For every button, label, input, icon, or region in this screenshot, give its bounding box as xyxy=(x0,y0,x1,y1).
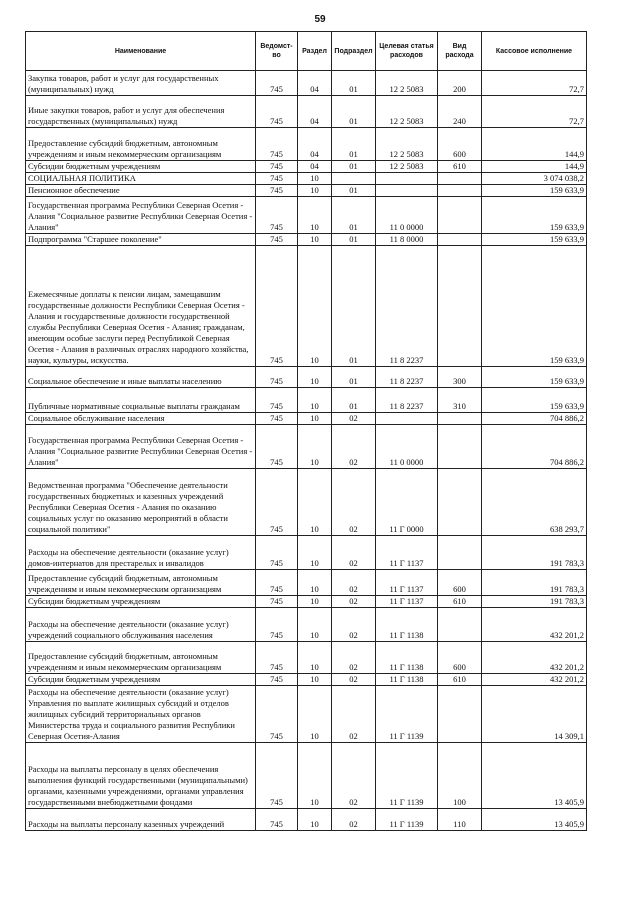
row-razdel: 10 xyxy=(298,234,332,246)
table-row xyxy=(26,161,587,173)
row-name: Закупка товаров, работ и услуг для государственных (муниципальных) нужд xyxy=(26,71,256,96)
budget-table xyxy=(25,31,587,831)
row-vid: 300 xyxy=(438,367,482,388)
row-name: Расходы на выплаты персоналу в целях обеспечения выполнения функций государственными (муниципальными) органами, казенными учреждениями, органами управления государственными внебюджетными фондами xyxy=(26,743,256,809)
row-razdel: 10 xyxy=(298,809,332,831)
row-amount: 159 633,9 xyxy=(482,197,587,234)
table-row xyxy=(26,128,587,161)
row-target: 11 0 0000 xyxy=(376,197,438,234)
row-target: 11 Г 0000 xyxy=(376,469,438,536)
row-name: Расходы на обеспечение деятельности (оказание услуг) домов-интернатов для престарелых и инвалидов xyxy=(26,536,256,570)
row-podrazdel: 01 xyxy=(332,388,376,413)
row-podrazdel: 01 xyxy=(332,96,376,128)
row-podrazdel: 01 xyxy=(332,71,376,96)
col-header-podrazdel: Подраздел xyxy=(332,32,376,71)
row-vedomstvo: 745 xyxy=(256,536,298,570)
table-row xyxy=(26,234,587,246)
row-vedomstvo: 745 xyxy=(256,96,298,128)
row-vid xyxy=(438,608,482,642)
row-razdel: 10 xyxy=(298,570,332,596)
row-razdel: 10 xyxy=(298,674,332,686)
table-row xyxy=(26,413,587,425)
row-amount: 13 405,9 xyxy=(482,809,587,831)
row-name: Государственная программа Республики Северная Осетия - Алания "Социальное развитие Республики Северная Осетия - Алания" xyxy=(26,197,256,234)
row-razdel: 10 xyxy=(298,743,332,809)
row-amount: 159 633,9 xyxy=(482,185,587,197)
row-amount: 144,9 xyxy=(482,161,587,173)
row-vedomstvo: 745 xyxy=(256,388,298,413)
row-amount: 159 633,9 xyxy=(482,388,587,413)
row-vid: 600 xyxy=(438,128,482,161)
row-name: Государственная программа Республики Северная Осетия - Алания "Социальное развитие Республики Северная Осетия - Алания" xyxy=(26,425,256,469)
row-amount: 432 201,2 xyxy=(482,608,587,642)
row-target: 11 8 2237 xyxy=(376,388,438,413)
row-razdel: 10 xyxy=(298,388,332,413)
row-podrazdel: 01 xyxy=(332,367,376,388)
table-body xyxy=(26,71,587,831)
table-row xyxy=(26,185,587,197)
row-vedomstvo: 745 xyxy=(256,185,298,197)
row-target: 11 Г 1138 xyxy=(376,642,438,674)
row-podrazdel: 01 xyxy=(332,246,376,367)
row-vid: 610 xyxy=(438,674,482,686)
row-vid xyxy=(438,425,482,469)
row-target: 12 2 5083 xyxy=(376,128,438,161)
table-row xyxy=(26,608,587,642)
row-target: 11 Г 1137 xyxy=(376,570,438,596)
row-name: Подпрограмма "Старшее поколение" xyxy=(26,234,256,246)
row-target xyxy=(376,185,438,197)
row-podrazdel: 02 xyxy=(332,413,376,425)
col-header-target: Целевая статья расходов xyxy=(376,32,438,71)
table-row xyxy=(26,809,587,831)
row-podrazdel: 01 xyxy=(332,197,376,234)
row-vedomstvo: 745 xyxy=(256,570,298,596)
row-name: Субсидии бюджетным учреждениям xyxy=(26,674,256,686)
row-razdel: 10 xyxy=(298,608,332,642)
table-row xyxy=(26,425,587,469)
row-amount: 159 633,9 xyxy=(482,367,587,388)
row-vedomstvo: 745 xyxy=(256,161,298,173)
row-vid xyxy=(438,246,482,367)
row-vedomstvo: 745 xyxy=(256,674,298,686)
row-vedomstvo: 745 xyxy=(256,809,298,831)
row-target xyxy=(376,413,438,425)
row-target: 11 Г 1138 xyxy=(376,608,438,642)
row-razdel: 04 xyxy=(298,71,332,96)
row-podrazdel: 02 xyxy=(332,686,376,743)
row-amount: 72,7 xyxy=(482,71,587,96)
row-name: Ведомственная программа "Обеспечение деятельности государственных бюджетных и казенных учреждений Республики Северная Осетия - Алания по оказанию социальных услуг по оказанию мероприятий в области социальной политики" xyxy=(26,469,256,536)
row-vedomstvo: 745 xyxy=(256,413,298,425)
row-name: Иные закупки товаров, работ и услуг для обеспечения государственных (муниципальных) нужд xyxy=(26,96,256,128)
row-vid: 100 xyxy=(438,743,482,809)
row-amount: 159 633,9 xyxy=(482,234,587,246)
row-name: Пенсионное обеспечение xyxy=(26,185,256,197)
row-vedomstvo: 745 xyxy=(256,197,298,234)
row-vedomstvo: 745 xyxy=(256,642,298,674)
row-razdel: 04 xyxy=(298,128,332,161)
row-razdel: 10 xyxy=(298,469,332,536)
row-vid xyxy=(438,185,482,197)
row-vedomstvo: 745 xyxy=(256,469,298,536)
row-target: 11 Г 1137 xyxy=(376,536,438,570)
row-name: Субсидии бюджетным учреждениям xyxy=(26,596,256,608)
row-amount: 3 074 038,2 xyxy=(482,173,587,185)
row-razdel: 10 xyxy=(298,413,332,425)
table-row xyxy=(26,388,587,413)
row-amount: 432 201,2 xyxy=(482,674,587,686)
row-amount: 432 201,2 xyxy=(482,642,587,674)
row-vid: 200 xyxy=(438,71,482,96)
row-podrazdel: 02 xyxy=(332,642,376,674)
row-amount: 191 783,3 xyxy=(482,596,587,608)
col-header-kassa: Кассовое исполнение xyxy=(482,32,587,71)
row-razdel: 10 xyxy=(298,642,332,674)
row-podrazdel: 01 xyxy=(332,185,376,197)
table-header-row xyxy=(26,32,587,71)
row-vedomstvo: 745 xyxy=(256,71,298,96)
row-razdel: 10 xyxy=(298,185,332,197)
row-podrazdel: 02 xyxy=(332,536,376,570)
row-podrazdel: 02 xyxy=(332,809,376,831)
row-vid xyxy=(438,686,482,743)
row-vid: 310 xyxy=(438,388,482,413)
table-row xyxy=(26,96,587,128)
row-vedomstvo: 745 xyxy=(256,608,298,642)
row-name: Ежемесячные доплаты к пенсии лицам, замещавшим государственные должности Республики Северная Осетия - Алания и государственные должности государственной службы Республики Северная Осетия - Алания; гражданам, имеющим особые заслуги перед Республикой Северная Осетия - Алания в различных отраслях народного хозяйства, науки, культуры, искусства. xyxy=(26,246,256,367)
row-target xyxy=(376,173,438,185)
row-amount: 704 886,2 xyxy=(482,425,587,469)
row-target: 12 2 5083 xyxy=(376,96,438,128)
col-header-razdel: Раздел xyxy=(298,32,332,71)
row-vid xyxy=(438,413,482,425)
row-target: 11 0 0000 xyxy=(376,425,438,469)
col-header-name: Наименование xyxy=(26,32,256,71)
table-row xyxy=(26,642,587,674)
row-amount: 191 783,3 xyxy=(482,536,587,570)
row-name: Расходы на выплаты персоналу казенных учреждений xyxy=(26,809,256,831)
row-vid: 600 xyxy=(438,570,482,596)
row-podrazdel: 02 xyxy=(332,743,376,809)
row-vedomstvo: 745 xyxy=(256,367,298,388)
table-row xyxy=(26,173,587,185)
row-target: 11 Г 1138 xyxy=(376,674,438,686)
table-row xyxy=(26,469,587,536)
row-podrazdel: 02 xyxy=(332,425,376,469)
row-name: Расходы на обеспечение деятельности (оказание услуг) учреждений социального обслуживания населения xyxy=(26,608,256,642)
row-podrazdel: 02 xyxy=(332,608,376,642)
row-amount: 72,7 xyxy=(482,96,587,128)
row-name: Предоставление субсидий бюджетным, автономным учреждениям и иным некоммерческим организациям xyxy=(26,128,256,161)
table-row xyxy=(26,686,587,743)
row-vedomstvo: 745 xyxy=(256,173,298,185)
row-vedomstvo: 745 xyxy=(256,246,298,367)
row-vid xyxy=(438,197,482,234)
row-target: 11 Г 1139 xyxy=(376,686,438,743)
table-row xyxy=(26,367,587,388)
row-amount: 144,9 xyxy=(482,128,587,161)
row-amount: 704 886,2 xyxy=(482,413,587,425)
table-row xyxy=(26,71,587,96)
row-razdel: 10 xyxy=(298,246,332,367)
col-header-vedomstvo: Ведомст-во xyxy=(256,32,298,71)
row-razdel: 10 xyxy=(298,197,332,234)
row-razdel: 10 xyxy=(298,173,332,185)
row-target: 11 Г 1137 xyxy=(376,596,438,608)
row-vid: 110 xyxy=(438,809,482,831)
row-vid xyxy=(438,469,482,536)
col-header-vid: Вид расхода xyxy=(438,32,482,71)
row-podrazdel: 02 xyxy=(332,570,376,596)
row-name: СОЦИАЛЬНАЯ ПОЛИТИКА xyxy=(26,173,256,185)
row-name: Публичные нормативные социальные выплаты гражданам xyxy=(26,388,256,413)
page-number: 59 xyxy=(314,14,326,25)
row-target: 11 Г 1139 xyxy=(376,809,438,831)
row-target: 11 8 2237 xyxy=(376,367,438,388)
row-vid: 610 xyxy=(438,596,482,608)
row-amount: 13 405,9 xyxy=(482,743,587,809)
row-razdel: 04 xyxy=(298,96,332,128)
table-row xyxy=(26,674,587,686)
row-name: Предоставление субсидий бюджетным, автономным учреждениям и иным некоммерческим организациям xyxy=(26,642,256,674)
row-vedomstvo: 745 xyxy=(256,128,298,161)
row-amount: 159 633,9 xyxy=(482,246,587,367)
row-vedomstvo: 745 xyxy=(256,596,298,608)
row-razdel: 10 xyxy=(298,367,332,388)
row-vedomstvo: 745 xyxy=(256,686,298,743)
row-podrazdel: 02 xyxy=(332,596,376,608)
row-vid xyxy=(438,536,482,570)
row-vid: 600 xyxy=(438,642,482,674)
row-razdel: 10 xyxy=(298,425,332,469)
row-name: Субсидии бюджетным учреждениям xyxy=(26,161,256,173)
table-row xyxy=(26,743,587,809)
row-podrazdel: 01 xyxy=(332,161,376,173)
row-razdel: 10 xyxy=(298,536,332,570)
row-vid xyxy=(438,234,482,246)
row-name: Социальное обеспечение и иные выплаты населению xyxy=(26,367,256,388)
row-amount: 638 293,7 xyxy=(482,469,587,536)
table-row xyxy=(26,596,587,608)
row-target: 11 8 2237 xyxy=(376,246,438,367)
row-target: 11 8 0000 xyxy=(376,234,438,246)
table-row xyxy=(26,536,587,570)
row-name: Расходы на обеспечение деятельности (оказание услуг) Управления по выплате жилищных субсидий и отделов жилищных субсидий территориальных органов Министерства труда и социального развития Республики Северная Осетия-Алания xyxy=(26,686,256,743)
table-row xyxy=(26,570,587,596)
row-razdel: 10 xyxy=(298,596,332,608)
row-name: Предоставление субсидий бюджетным, автономным учреждениям и иным некоммерческим организациям xyxy=(26,570,256,596)
row-podrazdel: 02 xyxy=(332,469,376,536)
row-vedomstvo: 745 xyxy=(256,743,298,809)
row-amount: 14 309,1 xyxy=(482,686,587,743)
row-vedomstvo: 745 xyxy=(256,234,298,246)
row-vedomstvo: 745 xyxy=(256,425,298,469)
row-target: 12 2 5083 xyxy=(376,71,438,96)
row-vid: 240 xyxy=(438,96,482,128)
row-razdel: 04 xyxy=(298,161,332,173)
row-podrazdel: 01 xyxy=(332,234,376,246)
row-podrazdel: 02 xyxy=(332,674,376,686)
row-podrazdel xyxy=(332,173,376,185)
table-row xyxy=(26,197,587,234)
row-name: Социальное обслуживание населения xyxy=(26,413,256,425)
row-vid xyxy=(438,173,482,185)
row-amount: 191 783,3 xyxy=(482,570,587,596)
row-podrazdel: 01 xyxy=(332,128,376,161)
table-row xyxy=(26,246,587,367)
row-target: 12 2 5083 xyxy=(376,161,438,173)
row-vid: 610 xyxy=(438,161,482,173)
row-razdel: 10 xyxy=(298,686,332,743)
row-target: 11 Г 1139 xyxy=(376,743,438,809)
